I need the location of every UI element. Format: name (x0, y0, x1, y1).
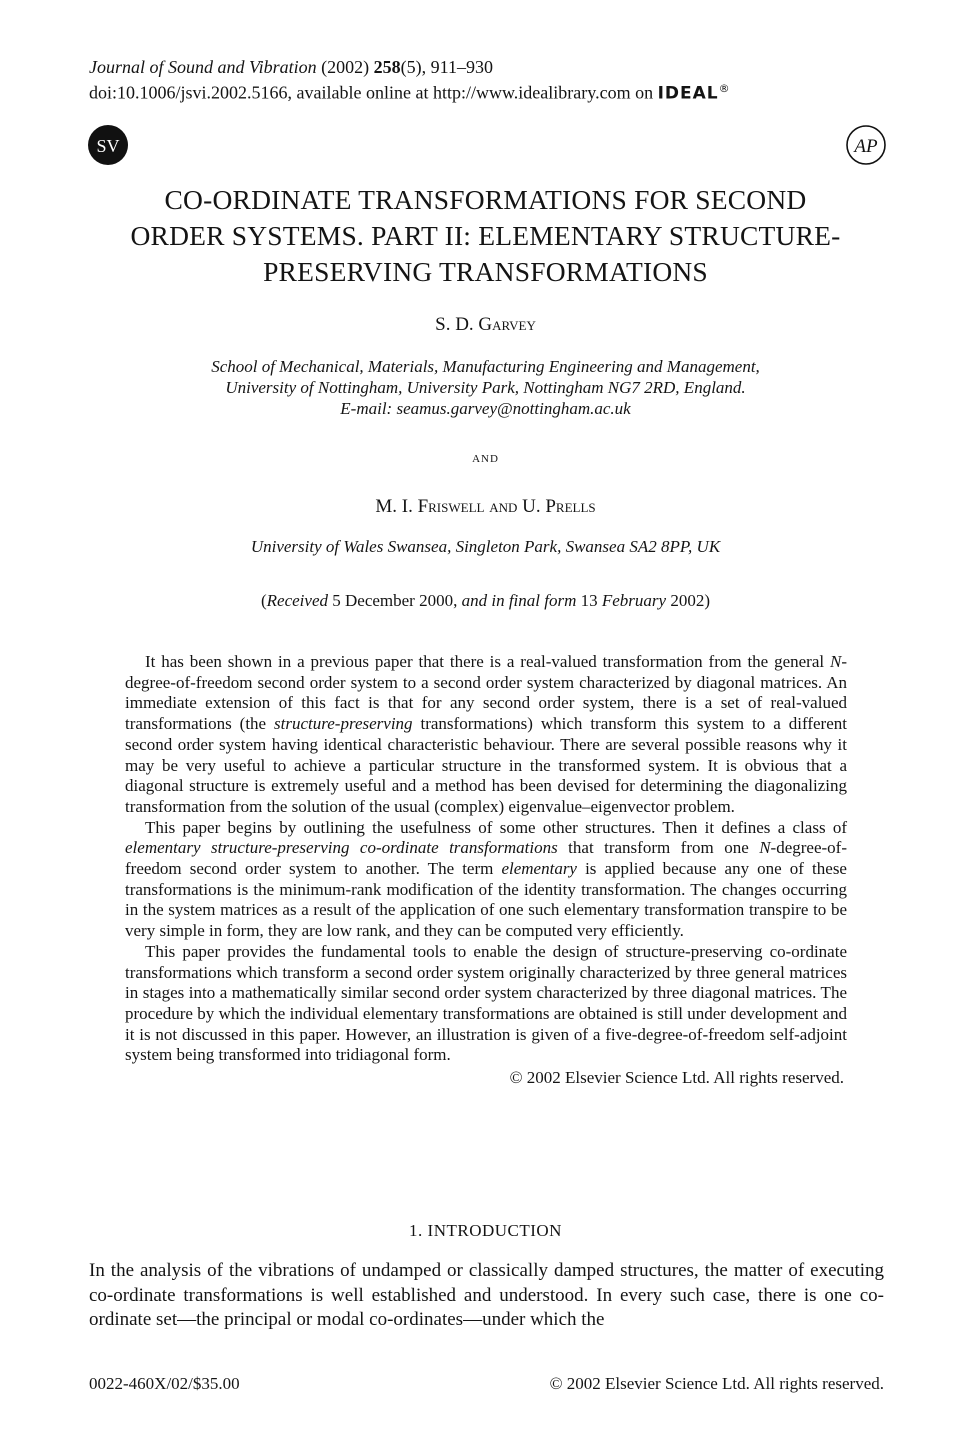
ap-logo-text: AP (854, 136, 878, 157)
abstract-p1-text-a: It has been shown in a previous paper that there is a real-valued transformation from the general (145, 652, 830, 671)
affiliation-1 (0, 356, 971, 419)
ideal-registered-mark: ® (718, 82, 731, 95)
final-form-month: February (601, 591, 667, 610)
received-open-paren: ( (260, 591, 267, 610)
sv-publisher-logo (87, 124, 129, 166)
title-line-3: PRESERVING TRANSFORMATIONS (263, 256, 708, 287)
received-dates (0, 591, 971, 611)
received-label: Received (266, 591, 328, 610)
author-group-1: S. D. Garvey (435, 314, 536, 335)
abstract-paragraph-2 (125, 818, 847, 942)
abstract-p2-italic-elementary: elementary (501, 859, 577, 879)
sv-logo-text: SV (96, 136, 120, 156)
ideal-logo-text: IDEAL (657, 83, 719, 104)
journal-name: Journal of Sound and Vibration (89, 57, 317, 77)
journal-volume: 258 (373, 57, 401, 77)
author-group-2: M. I. Friswell and U. Prells (375, 496, 596, 517)
affiliation-1-line-1: School of Mechanical, Materials, Manufacturing Engineering and Management, (211, 357, 760, 376)
abstract-p1-italic-n: N (829, 652, 842, 671)
abstract-p2-text-e: -degree-of-freedom second order system to another. The term (125, 838, 847, 879)
final-form-day: 13 (576, 591, 602, 610)
journal-issue-pages: (5), 911–930 (400, 57, 493, 77)
abstract-p1-text-e: transformations) which transform this system to a different second order system having identical characteristic behaviour. There are several possible reasons why it may be very useful to achieve a particular structure in the transformed system. It is obvious that a diagonal structure is extremely useful and a method has been devised for determining the diagonalizing transformation from the solution of the usual (complex) eigenvalue–eigenvector problem. (125, 714, 847, 816)
abstract-p2-text-c: that transform from one (557, 838, 760, 858)
affiliation-1-line-2: University of Nottingham, University Park, Nottingham NG7 2RD, England. (225, 378, 746, 397)
abstract-p2-italic-n: N (759, 838, 771, 858)
section-heading-introduction: 1. INTRODUCTION (409, 1221, 562, 1240)
abstract-p2-italic-class: elementary structure-preserving co-ordinate transformations (125, 838, 558, 858)
doi-text: doi:10.1006/jsvi.2002.5166, available online at http://www.idealibrary.com on (89, 82, 654, 103)
introduction-paragraph: In the analysis of the vibrations of undamped or classically damped structures, the matter of executing co-ordinate transformations is well established and understood. In every such case, there is one co-ordinate set—the principal or modal co-ordinates—under which the (89, 1260, 884, 1330)
title-line-2: ORDER SYSTEMS. PART II: ELEMENTARY STRUCTURE- (130, 220, 841, 251)
abstract (125, 652, 847, 1089)
footer-issn-price: 0022-460X/02/$35.00 (89, 1374, 240, 1393)
received-date: 5 December 2000, (328, 591, 462, 610)
and-separator: and (472, 450, 499, 466)
abstract-p2-text-a: This paper begins by outlining the usefulness of some other structures. Then it defines a class of (145, 817, 847, 837)
abstract-paragraph-1 (125, 652, 847, 818)
footer-copyright: © 2002 Elsevier Science Ltd. All rights reserved. (549, 1374, 884, 1393)
final-form-year: 2002) (666, 591, 710, 610)
abstract-p1-text-c: -degree-of-freedom second order system to a second order system characterized by diagonal matrices. An immediate extension of this fact is that for any second order system, there is a set of real-valued transformations (the (125, 652, 847, 734)
journal-year: (2002) (321, 57, 370, 77)
paper-title (60, 182, 911, 290)
affiliation-2: University of Wales Swansea, Singleton Park, Swansea SA2 8PP, UK (250, 537, 721, 556)
abstract-copyright: © 2002 Elsevier Science Ltd. All rights reserved. (509, 1068, 844, 1088)
ideal-logo (658, 78, 731, 105)
abstract-p1-italic-term: structure-preserving (274, 714, 413, 734)
final-form-label: and in final form (461, 591, 577, 610)
abstract-p2-text-g: is applied because any one of these transformations is the minimum-rank modification of the identity transformation. The changes occurring in the system matrices as a result of the application of one such elementary transformation transpire to be very simple in form, they are low rank, and they can be computed very efficiently. (125, 859, 847, 941)
title-line-1: CO-ORDINATE TRANSFORMATIONS FOR SECOND (164, 184, 807, 215)
abstract-paragraph-3: This paper provides the fundamental tools to enable the design of structure-preserving co-ordinate transformations which transform a second order system originally characterized by three general matrices in stages into a mathematically similar second order system characterized by three diagonal matrices. The procedure by which the individual elementary transformations are obtained is still under development and it is not discussed in this paper. However, an illustration is given of a five-degree-of-freedom self-adjoint system being transformed into tridiagonal form. (125, 941, 847, 1065)
ap-publisher-logo (845, 124, 887, 166)
doi-line (89, 78, 731, 105)
affiliation-1-email: E-mail: seamus.garvey@nottingham.ac.uk (340, 399, 631, 418)
journal-citation (89, 57, 493, 78)
